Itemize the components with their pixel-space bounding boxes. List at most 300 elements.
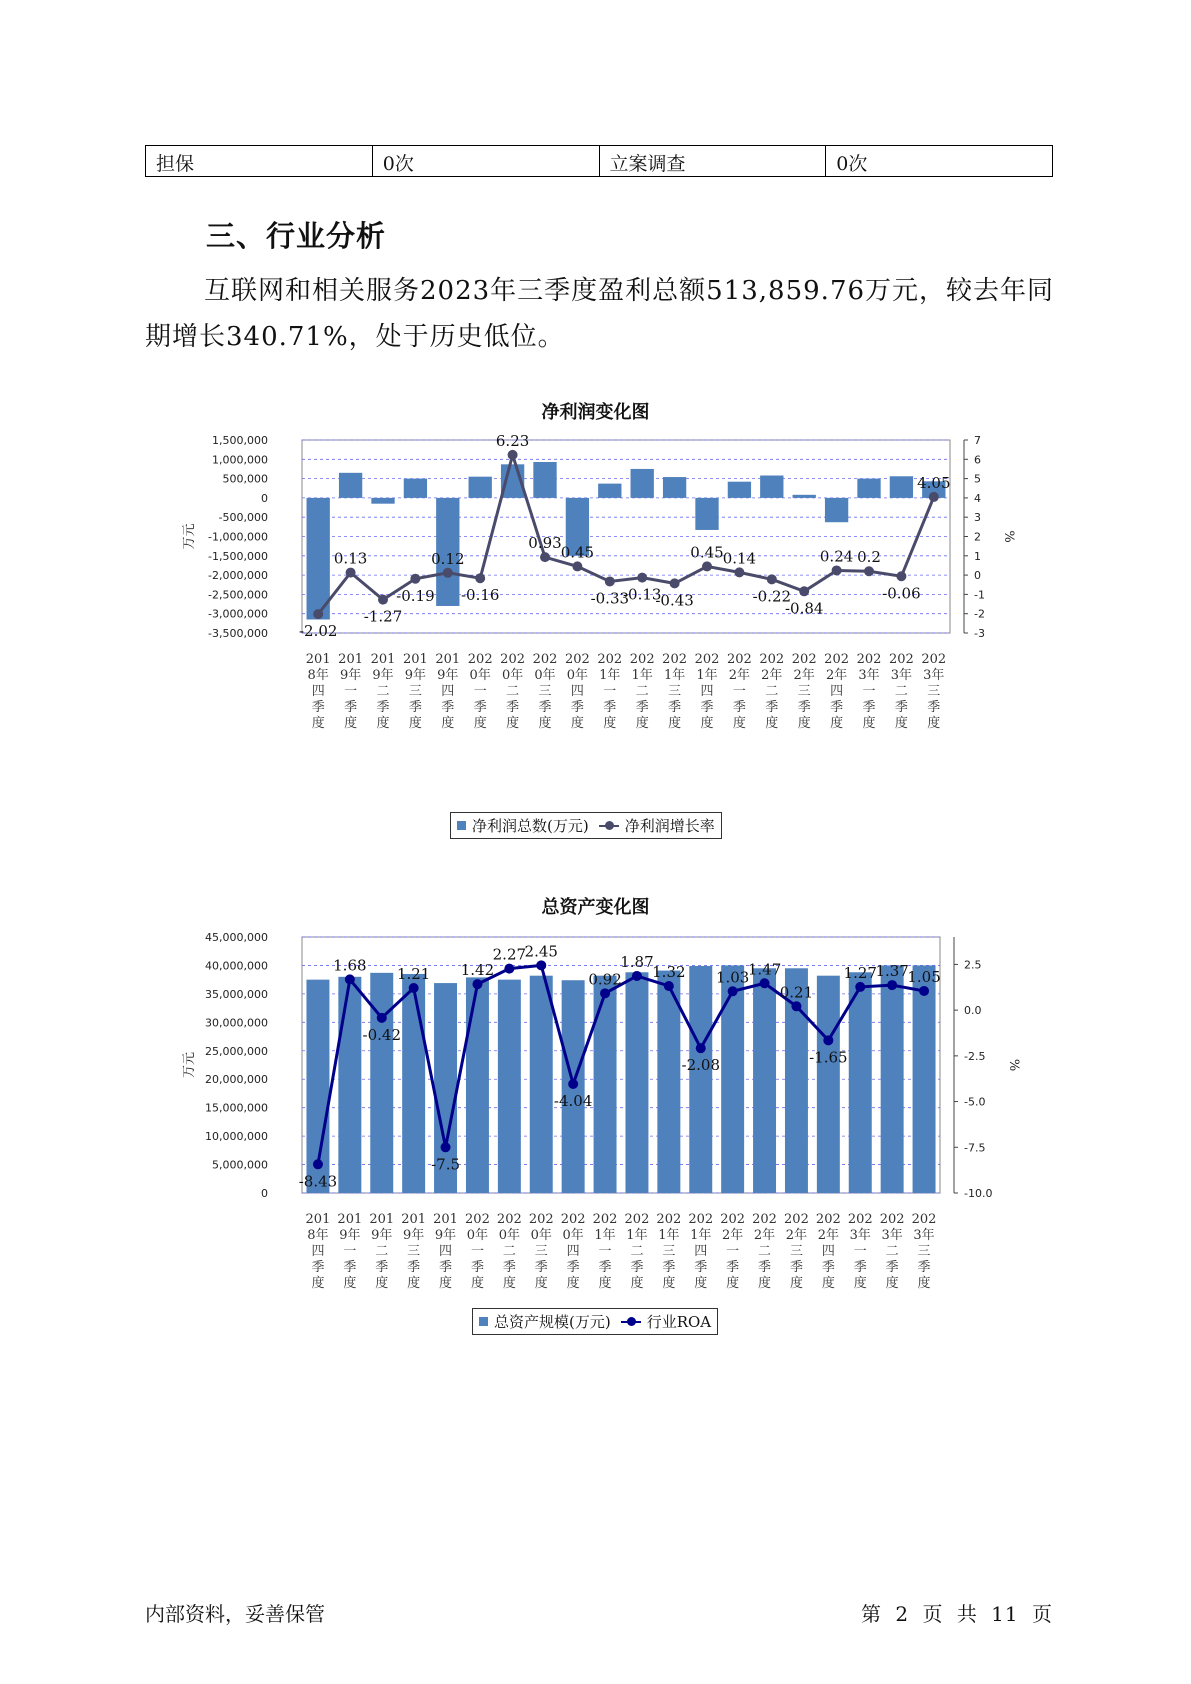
x-tick-label: 度 (506, 716, 520, 731)
x-tick-label: 201 (402, 652, 428, 667)
x-tick-label: 四 (441, 684, 455, 699)
x-tick-label: 二 (376, 684, 390, 699)
x-tick-label: 季 (566, 1260, 580, 1275)
y2-axis-title: % (1001, 530, 1016, 543)
data-label: 1.32 (652, 963, 686, 982)
x-tick-label: 季 (473, 700, 487, 715)
x-tick-label: 0年 (466, 1228, 489, 1243)
x-tick-label: 一 (732, 684, 746, 699)
line-legend-swatch (621, 1321, 641, 1323)
x-tick-label: 度 (700, 716, 714, 731)
table-cell: 0次 (826, 146, 1053, 177)
x-tick-label: 季 (732, 700, 746, 715)
x-tick-label: 1年 (599, 668, 621, 683)
y-tick-label: 40,000,000 (205, 959, 268, 973)
x-tick-label: 季 (344, 700, 358, 715)
x-tick-label: 1年 (626, 1228, 648, 1243)
x-tick-label: 二 (765, 684, 779, 699)
x-tick-label: 二 (758, 1244, 772, 1259)
x-tick-label: 1年 (631, 668, 653, 683)
y-tick-label: 0 (261, 1187, 268, 1200)
x-tick-label: 季 (853, 1260, 867, 1275)
x-tick-label: 度 (862, 716, 876, 731)
x-tick-label: 202 (888, 652, 914, 667)
x-tick-label: 度 (662, 1276, 676, 1291)
x-tick-label: 202 (532, 652, 558, 667)
x-tick-label: 季 (470, 1260, 484, 1275)
x-tick-label: 季 (885, 1260, 899, 1275)
x-tick-label: 一 (343, 1244, 357, 1259)
bar (849, 972, 872, 1193)
line-point (572, 561, 582, 571)
data-label: 1.87 (620, 952, 654, 971)
legend-label: 总资产规模(万元) (494, 1313, 611, 1331)
x-tick-label: 202 (921, 652, 947, 667)
line-point (600, 988, 610, 998)
bar (371, 498, 394, 504)
info-table (145, 145, 1053, 177)
bar (881, 965, 904, 1193)
chart2-title: 总资产变化图 (541, 897, 650, 918)
x-tick-label: 202 (784, 1212, 809, 1227)
data-label: 1.27 (843, 963, 877, 982)
bar (695, 498, 718, 530)
y2-tick-label: -3 (974, 627, 985, 640)
y2-tick-label: 6 (974, 453, 981, 467)
x-tick-label: 四 (694, 1244, 708, 1259)
x-tick-label: 1年 (690, 1228, 712, 1243)
x-tick-label: 8年 (307, 1228, 329, 1243)
table-cell: 立案调查 (599, 146, 826, 177)
x-tick-label: 3年 (923, 668, 945, 683)
x-tick-label: 2年 (793, 668, 815, 683)
x-tick-label: 三 (407, 1244, 421, 1259)
line-point (799, 586, 809, 596)
x-tick-label: 202 (791, 652, 817, 667)
x-tick-label: 三 (408, 684, 422, 699)
bar (466, 977, 489, 1193)
line-point (728, 986, 738, 996)
y2-tick-label: 3 (974, 511, 981, 525)
x-tick-label: 三 (789, 1244, 803, 1259)
x-tick-label: 季 (538, 700, 552, 715)
x-tick-label: 9年 (339, 668, 362, 683)
y2-tick-label: 0 (974, 569, 981, 583)
x-tick-label: 三 (534, 1244, 548, 1259)
data-label: -0.16 (460, 586, 500, 605)
section-title: 三、行业分析 (206, 219, 387, 253)
bar (530, 976, 553, 1193)
data-label: 6.23 (495, 431, 530, 450)
x-tick-label: 202 (656, 1212, 682, 1227)
bar (857, 479, 880, 498)
x-tick-label: 度 (894, 716, 908, 731)
line-point (702, 561, 712, 571)
line-point (345, 974, 355, 984)
bar (663, 477, 686, 498)
x-tick-label: 202 (726, 652, 752, 667)
line-point (887, 980, 897, 990)
x-tick-label: 202 (824, 652, 850, 667)
data-label: 0.45 (560, 543, 595, 562)
line-point (313, 1159, 323, 1169)
data-label: 0.13 (333, 549, 368, 568)
y-tick-label: 30,000,000 (205, 1016, 268, 1030)
data-label: 1.03 (715, 968, 750, 987)
x-tick-label: 202 (759, 652, 785, 667)
line-point (508, 450, 518, 460)
bar (728, 482, 751, 498)
y2-tick-label: -2 (974, 607, 985, 621)
data-label: -7.5 (431, 1155, 461, 1174)
x-tick-label: 季 (376, 700, 390, 715)
y2-axis-title: % (1006, 1058, 1021, 1072)
x-tick-label: 1年 (658, 1228, 680, 1243)
data-label: 0.92 (588, 970, 622, 989)
line-point (832, 565, 842, 575)
x-tick-label: 季 (439, 1260, 453, 1275)
data-label: 0.21 (779, 983, 814, 1002)
bar (625, 972, 648, 1193)
x-tick-label: 202 (528, 1212, 554, 1227)
x-tick-label: 季 (343, 1260, 357, 1275)
x-tick-label: 9年 (371, 1228, 393, 1243)
x-tick-label: 季 (502, 1260, 516, 1275)
x-tick-label: 201 (338, 652, 364, 667)
x-tick-label: 202 (752, 1212, 777, 1227)
line-point (664, 981, 674, 991)
x-tick-label: 季 (758, 1260, 772, 1275)
x-tick-label: 2年 (728, 668, 751, 683)
x-tick-label: 一 (603, 684, 617, 699)
x-tick-label: 9年 (339, 1228, 361, 1243)
y-tick-label: 5,000,000 (212, 1158, 268, 1172)
y-tick-label: 10,000,000 (205, 1130, 268, 1144)
x-tick-label: 202 (720, 1212, 746, 1227)
x-tick-label: 一 (470, 1244, 484, 1259)
bar (890, 476, 913, 498)
y2-tick-label: 7 (974, 434, 981, 447)
x-tick-label: 度 (534, 1276, 548, 1291)
y2-tick-label: -7.5 (964, 1141, 986, 1155)
y-tick-label: -1,000,000 (208, 530, 268, 544)
x-tick-label: 季 (797, 700, 811, 715)
bar (338, 977, 361, 1193)
data-label: -4.04 (553, 1092, 593, 1111)
x-tick-label: 季 (765, 700, 779, 715)
x-tick-label: 201 (337, 1212, 363, 1227)
y-tick-label: -2,000,000 (208, 569, 268, 583)
x-tick-label: 202 (465, 1212, 490, 1227)
data-label: -8.43 (298, 1172, 338, 1191)
x-tick-label: 三 (538, 684, 552, 699)
bar (631, 469, 654, 498)
x-tick-label: 202 (592, 1212, 618, 1227)
y2-tick-label: 0.0 (964, 1004, 982, 1018)
x-tick-label: 度 (885, 1276, 899, 1291)
x-tick-label: 度 (758, 1276, 772, 1291)
x-tick-label: 季 (506, 700, 520, 715)
x-tick-label: 季 (894, 700, 908, 715)
x-tick-label: 3年 (890, 668, 913, 683)
x-tick-label: 季 (700, 700, 714, 715)
line-point (637, 573, 647, 583)
x-tick-label: 度 (311, 1276, 325, 1291)
x-tick-label: 二 (894, 684, 908, 699)
bar-legend-swatch (479, 1317, 488, 1326)
x-tick-label: 度 (570, 716, 584, 731)
x-tick-label: 度 (598, 1276, 612, 1291)
x-tick-label: 四 (439, 1244, 453, 1259)
x-tick-label: 二 (630, 1244, 644, 1259)
total-assets-chart (0, 915, 1191, 1335)
x-tick-label: 202 (624, 1212, 650, 1227)
x-tick-label: 度 (917, 1276, 931, 1291)
table-cell: 担保 (146, 146, 373, 177)
y-axis-title: 万元 (182, 523, 197, 550)
bar (594, 976, 617, 1193)
x-tick-label: 季 (570, 700, 584, 715)
x-tick-label: 度 (470, 1276, 484, 1291)
x-tick-label: 度 (376, 716, 390, 731)
line-point (410, 574, 420, 584)
line-point (823, 1035, 833, 1045)
data-label: 0.24 (819, 547, 854, 566)
line-point (377, 1013, 387, 1023)
data-label: 1.42 (460, 961, 495, 980)
y-tick-label: 0 (261, 491, 268, 505)
x-tick-label: 1年 (663, 668, 686, 683)
x-tick-label: 度 (821, 1276, 835, 1291)
x-tick-label: 四 (311, 1244, 325, 1259)
y-tick-label: 1,000,000 (212, 453, 268, 467)
bar (533, 462, 556, 498)
legend-label: 净利润总数(万元) (472, 817, 589, 835)
bar (339, 473, 362, 498)
x-tick-label: 季 (311, 700, 325, 715)
x-tick-label: 度 (635, 716, 649, 731)
x-tick-label: 季 (311, 1260, 325, 1275)
x-tick-label: 202 (500, 652, 526, 667)
x-tick-label: 三 (917, 1244, 931, 1259)
y-tick-label: -1,500,000 (208, 549, 268, 563)
x-tick-label: 二 (885, 1244, 899, 1259)
x-tick-label: 202 (911, 1212, 937, 1227)
x-tick-label: 一 (598, 1244, 612, 1259)
x-tick-label: 度 (408, 716, 422, 731)
x-tick-label: 202 (629, 652, 655, 667)
data-label: 0.2 (857, 548, 881, 567)
y2-tick-label: 4 (974, 491, 981, 505)
x-tick-label: 一 (862, 684, 876, 699)
x-tick-label: 201 (370, 652, 396, 667)
data-label: -0.33 (590, 589, 630, 608)
x-tick-label: 0年 (534, 668, 556, 683)
y-axis-title: 万元 (182, 1051, 197, 1079)
bar (689, 966, 712, 1193)
x-tick-label: 度 (853, 1276, 867, 1291)
data-label: 0.12 (431, 549, 465, 568)
x-tick-label: 度 (538, 716, 552, 731)
x-tick-label: 季 (603, 700, 617, 715)
line-point (760, 978, 770, 988)
data-label: -1.27 (363, 607, 403, 626)
legend-label: 行业ROA (646, 1313, 712, 1331)
x-tick-label: 季 (789, 1260, 803, 1275)
x-tick-label: 四 (700, 684, 714, 699)
x-tick-label: 度 (630, 1276, 644, 1291)
x-tick-label: 2年 (722, 1228, 744, 1243)
x-tick-label: 3年 (849, 1228, 871, 1243)
chart2-legend (472, 1308, 718, 1335)
x-tick-label: 201 (305, 652, 331, 667)
x-tick-label: 2年 (761, 668, 783, 683)
x-tick-label: 四 (830, 684, 844, 699)
x-tick-label: 季 (375, 1260, 389, 1275)
x-tick-label: 0年 (530, 1228, 552, 1243)
data-label: -0.22 (752, 587, 792, 606)
x-tick-label: 202 (815, 1212, 841, 1227)
x-tick-label: 3年 (913, 1228, 935, 1243)
x-tick-label: 9年 (437, 668, 459, 683)
bar (402, 974, 425, 1193)
x-tick-label: 三 (927, 684, 941, 699)
x-tick-label: 0年 (562, 1228, 584, 1243)
line-point (443, 568, 453, 578)
table-row (146, 146, 1053, 177)
data-label: 1.21 (396, 965, 431, 984)
x-tick-label: 9年 (404, 668, 427, 683)
legend-label: 净利润增长率 (624, 817, 715, 835)
x-tick-label: 三 (797, 684, 811, 699)
x-tick-label: 2年 (785, 1228, 808, 1243)
line-point (696, 1043, 706, 1053)
x-tick-label: 2年 (753, 1228, 776, 1243)
line-point (346, 568, 356, 578)
line-point (767, 574, 777, 584)
y-tick-label: 20,000,000 (205, 1073, 268, 1087)
x-tick-label: 季 (726, 1260, 740, 1275)
line-point (864, 566, 874, 576)
data-label: 1.05 (907, 967, 941, 986)
data-label: 0.93 (528, 534, 562, 553)
x-tick-label: 202 (847, 1212, 873, 1227)
data-label: -0.43 (655, 591, 694, 610)
x-tick-label: 季 (441, 700, 455, 715)
x-tick-label: 度 (830, 716, 844, 731)
data-label: 1.47 (747, 960, 782, 979)
x-tick-label: 202 (694, 652, 720, 667)
bar (404, 479, 427, 498)
x-tick-label: 度 (694, 1276, 708, 1291)
x-tick-label: 季 (408, 700, 422, 715)
x-tick-label: 度 (732, 716, 746, 731)
x-tick-label: 二 (375, 1244, 389, 1259)
data-label: -0.06 (882, 584, 921, 603)
line-point (441, 1142, 451, 1152)
line-point (855, 982, 865, 992)
data-label: 1.37 (875, 962, 909, 981)
bar (721, 965, 744, 1193)
line-legend-swatch (599, 825, 619, 827)
x-tick-label: 季 (630, 1260, 644, 1275)
x-tick-label: 2年 (825, 668, 848, 683)
x-tick-label: 度 (311, 716, 325, 731)
x-tick-label: 一 (344, 684, 358, 699)
y-tick-label: -3,500,000 (208, 627, 268, 640)
y2-tick-label: -5.0 (964, 1095, 986, 1109)
footer-left: 内部资料，妥善保管 (145, 1602, 325, 1626)
x-tick-label: 202 (564, 652, 590, 667)
x-tick-label: 三 (662, 1244, 676, 1259)
line-point (929, 492, 939, 502)
x-tick-label: 季 (598, 1260, 612, 1275)
x-tick-label: 度 (765, 716, 779, 731)
x-tick-label: 0年 (566, 668, 589, 683)
x-tick-label: 202 (467, 652, 493, 667)
x-tick-label: 度 (344, 716, 358, 731)
footer-page-number: 第 2 页 共 11 页 (861, 1602, 1053, 1626)
y2-tick-label: -2.5 (964, 1049, 986, 1063)
summary-paragraph: 互联网和相关服务2023年三季度盈利总额513,859.76万元，较去年同期增长340.71%，处于历史低位。 (145, 276, 1055, 352)
line-point (734, 567, 744, 577)
x-tick-label: 202 (597, 652, 623, 667)
data-label: -2.02 (298, 622, 338, 641)
data-label: 0.45 (690, 543, 724, 562)
line-point (632, 971, 642, 981)
x-tick-label: 度 (343, 1276, 357, 1291)
x-tick-label: 201 (401, 1212, 427, 1227)
y2-tick-label: -1 (974, 588, 985, 602)
x-tick-label: 1年 (594, 1228, 616, 1243)
y-tick-label: 35,000,000 (205, 987, 268, 1001)
x-tick-label: 四 (311, 684, 325, 699)
data-label: 4.05 (917, 473, 951, 492)
line-point (540, 552, 550, 562)
x-tick-label: 度 (441, 716, 455, 731)
table-cell: 0次 (372, 146, 599, 177)
chart1-title: 净利润变化图 (541, 402, 650, 423)
x-tick-label: 二 (502, 1244, 516, 1259)
x-tick-label: 三 (668, 684, 682, 699)
x-tick-label: 四 (821, 1244, 835, 1259)
line-point (313, 609, 323, 619)
line-point (472, 979, 482, 989)
x-tick-label: 2年 (817, 1228, 839, 1243)
y2-tick-label: 2 (974, 530, 981, 544)
x-tick-label: 202 (496, 1212, 522, 1227)
line-point (568, 1079, 578, 1089)
x-tick-label: 季 (635, 700, 649, 715)
x-tick-label: 季 (662, 1260, 676, 1275)
data-label: -0.19 (396, 586, 435, 605)
x-tick-label: 度 (566, 1276, 580, 1291)
bar (598, 484, 621, 498)
x-tick-label: 9年 (434, 1228, 457, 1243)
x-tick-label: 度 (502, 1276, 516, 1291)
line-point (378, 595, 388, 605)
data-label: -0.13 (622, 585, 662, 604)
x-tick-label: 季 (668, 700, 682, 715)
line-point (896, 571, 906, 581)
line-point (504, 964, 514, 974)
y-tick-label: 15,000,000 (205, 1101, 268, 1115)
x-tick-label: 度 (473, 716, 487, 731)
x-tick-label: 季 (830, 700, 844, 715)
net-profit-chart (0, 420, 1191, 840)
x-tick-label: 一 (726, 1244, 740, 1259)
x-tick-label: 202 (688, 1212, 714, 1227)
